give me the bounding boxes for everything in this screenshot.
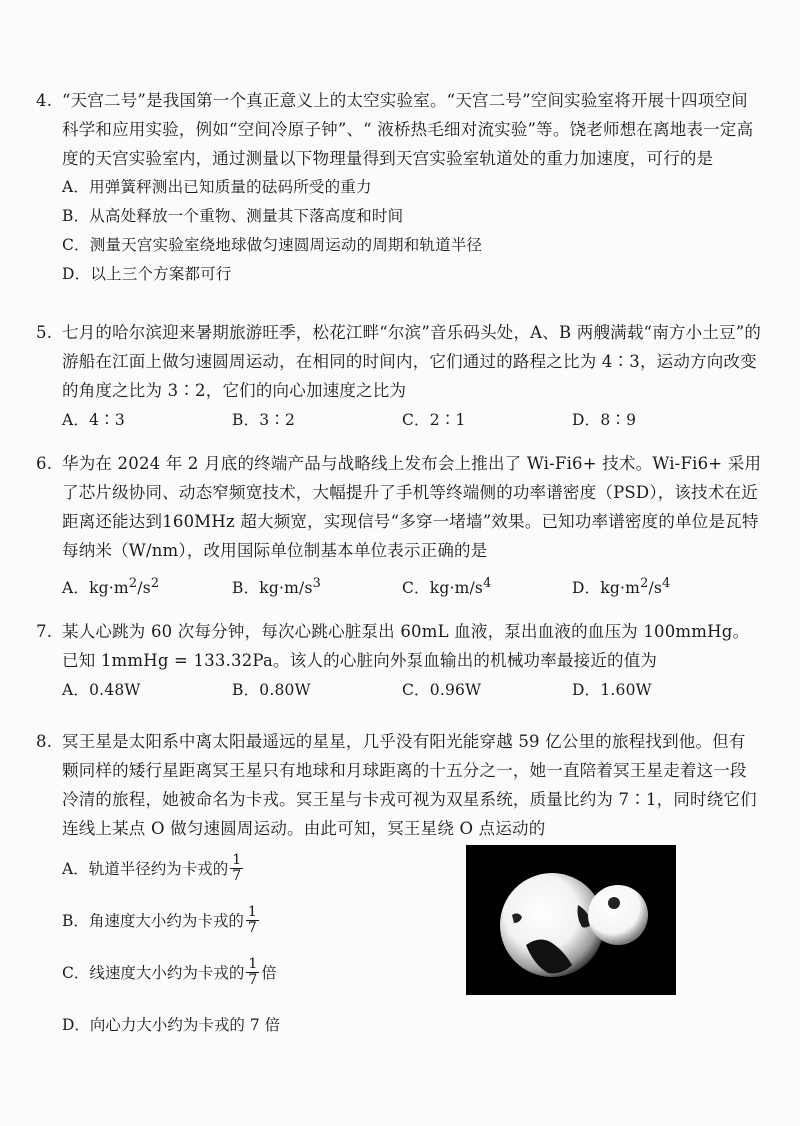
option-d[interactable]: D．以上三个方案都可行 (62, 265, 232, 283)
unit-exponent: 2 (150, 576, 160, 591)
option-label: A． (62, 579, 90, 598)
unit-exponent: 4 (662, 576, 671, 591)
options-row (62, 675, 762, 705)
question-5 (36, 318, 762, 435)
unit-exponent: 2 (128, 576, 138, 591)
question-stem: 某人心跳为 60 次每分钟，每次心跳心脏泵出 60mL 血液，泵出血液的血压为 100mmHg。已知 1mmHg = 133.32Pa。该人的心脏向外泵血输出的机械功率最接近的值为 (62, 622, 750, 670)
option-c[interactable]: C．测量天宫实验室绕地球做匀速圆周运动的周期和轨道半径 (62, 236, 483, 254)
option-a[interactable]: A．0.48W (62, 681, 141, 699)
question-number: 5. (36, 323, 53, 342)
question-6 (36, 449, 762, 603)
unit-mid: /s (137, 579, 151, 598)
options-row (62, 569, 762, 603)
unit-exponent: 4 (483, 576, 492, 591)
pluto-charon-image (466, 845, 676, 995)
question-7 (36, 617, 762, 705)
question-8-options (62, 842, 452, 1050)
option-c[interactable]: C．2∶1 (402, 411, 466, 429)
fraction-denominator: 7 (248, 971, 258, 988)
question-number: 8. (36, 732, 53, 751)
option-d[interactable]: D．1.60W (572, 681, 652, 699)
unit-exponent: 3 (312, 576, 322, 591)
unit-base: kg·m/s (259, 579, 313, 598)
fraction-numerator: 1 (248, 955, 258, 972)
option-b[interactable]: B．0.80W (232, 681, 311, 699)
question-8 (36, 727, 762, 843)
option-a[interactable] (62, 569, 232, 603)
option-c[interactable] (62, 946, 452, 998)
option-c[interactable] (402, 569, 572, 603)
fraction-denominator: 7 (247, 919, 257, 936)
option-b[interactable]: B．3∶2 (232, 411, 296, 429)
option-text: D．向心力大小约为卡戎的 7 倍 (62, 1016, 281, 1034)
option-text: B．角速度大小约为卡戎的 (62, 912, 244, 930)
unit-base: kg·m/s (429, 579, 484, 598)
charon-dark-spot (608, 897, 620, 909)
option-d[interactable] (62, 998, 452, 1050)
options-list (62, 173, 762, 289)
pluto-charon-photo (466, 845, 676, 995)
question-number: 7. (36, 622, 53, 641)
options-row (62, 405, 762, 435)
unit-exponent: 2 (640, 576, 649, 591)
option-d[interactable]: D．8∶9 (572, 411, 637, 429)
fraction-denominator: 7 (232, 867, 242, 884)
charon-disk (588, 885, 648, 945)
option-text: C．线速度大小约为卡戎的 (62, 964, 245, 982)
question-number: 4. (36, 91, 53, 110)
fraction-numerator: 1 (247, 903, 257, 920)
unit-mid: /s (648, 579, 663, 598)
option-suffix: 倍 (261, 964, 277, 982)
question-stem: 冥王星是太阳系中离太阳最遥远的星星，几乎没有阳光能穿越 59 亿公里的旅程找到他。但有颗同样的矮行星距离冥王星只有地球和月球距离的十五分之一，她一直陪着冥王星走着这一段冷清的旅程，她被命名为卡戎。冥王星与卡戎可视为双星系统，质量比约为 7∶1，同时绕它们连线上某点 O 做匀速圆周运动。由此可知，冥王星绕 O 点运动的 (62, 732, 757, 838)
option-a[interactable] (62, 842, 452, 894)
question-stem: “天宫二号”是我国第一个真正意义上的太空实验室。“天宫二号”空间实验室将开展十四项空间科学和应用实验，例如“空间冷原子钟”、“ 液桥热毛细对流实验”等。饶老师想在离地表一定高度的天宫实验室内，通过测量以下物理量得到天宫实验室轨道处的重力加速度，可行的是 (62, 91, 754, 168)
option-label: C． (402, 579, 430, 598)
option-b[interactable]: B．从高处释放一个重物、测量其下落高度和时间 (62, 207, 404, 225)
option-text: A．轨道半径约为卡戎的 (62, 860, 229, 878)
option-d[interactable] (572, 569, 671, 603)
option-label: B． (232, 579, 260, 598)
unit-base: kg·m (89, 579, 129, 598)
option-label: D． (572, 579, 601, 598)
option-a[interactable]: A．4∶3 (62, 411, 125, 429)
option-a[interactable]: A．用弹簧秤测出已知质量的砝码所受的重力 (62, 178, 372, 196)
question-stem: 七月的哈尔滨迎来暑期旅游旺季，松花江畔“尔滨”音乐码头处，A、B 两艘满载“南方小土豆”的游船在江面上做匀速圆周运动，在相同的时间内，它们通过的路程之比为 4∶3，运动方向改变的角度之比为 3∶2，它们的向心加速度之比为 (62, 323, 762, 400)
fraction (246, 905, 259, 936)
fraction (230, 853, 243, 884)
option-b[interactable] (62, 894, 452, 946)
fraction (246, 957, 259, 988)
fraction-numerator: 1 (232, 851, 242, 868)
question-stem: 华为在 2024 年 2 月底的终端产品与战略线上发布会上推出了 Wi-Fi6+ 技术。Wi-Fi6+ 采用了芯片级协同、动态窄频宽技术，大幅提升了手机等终端侧的功率谱密度（PSD），该技术在近距离还能达到160MHz 超大频宽，实现信号“多穿一堵墙”效果。已知功率谱密度的单位是瓦特每纳米（W/nm），改用国际单位制基本单位表示正确的是 (62, 454, 762, 560)
option-c[interactable]: C．0.96W (402, 681, 482, 699)
question-4 (36, 86, 762, 289)
option-b[interactable] (232, 569, 402, 603)
unit-base: kg·m (600, 579, 641, 598)
question-number: 6. (36, 454, 53, 473)
